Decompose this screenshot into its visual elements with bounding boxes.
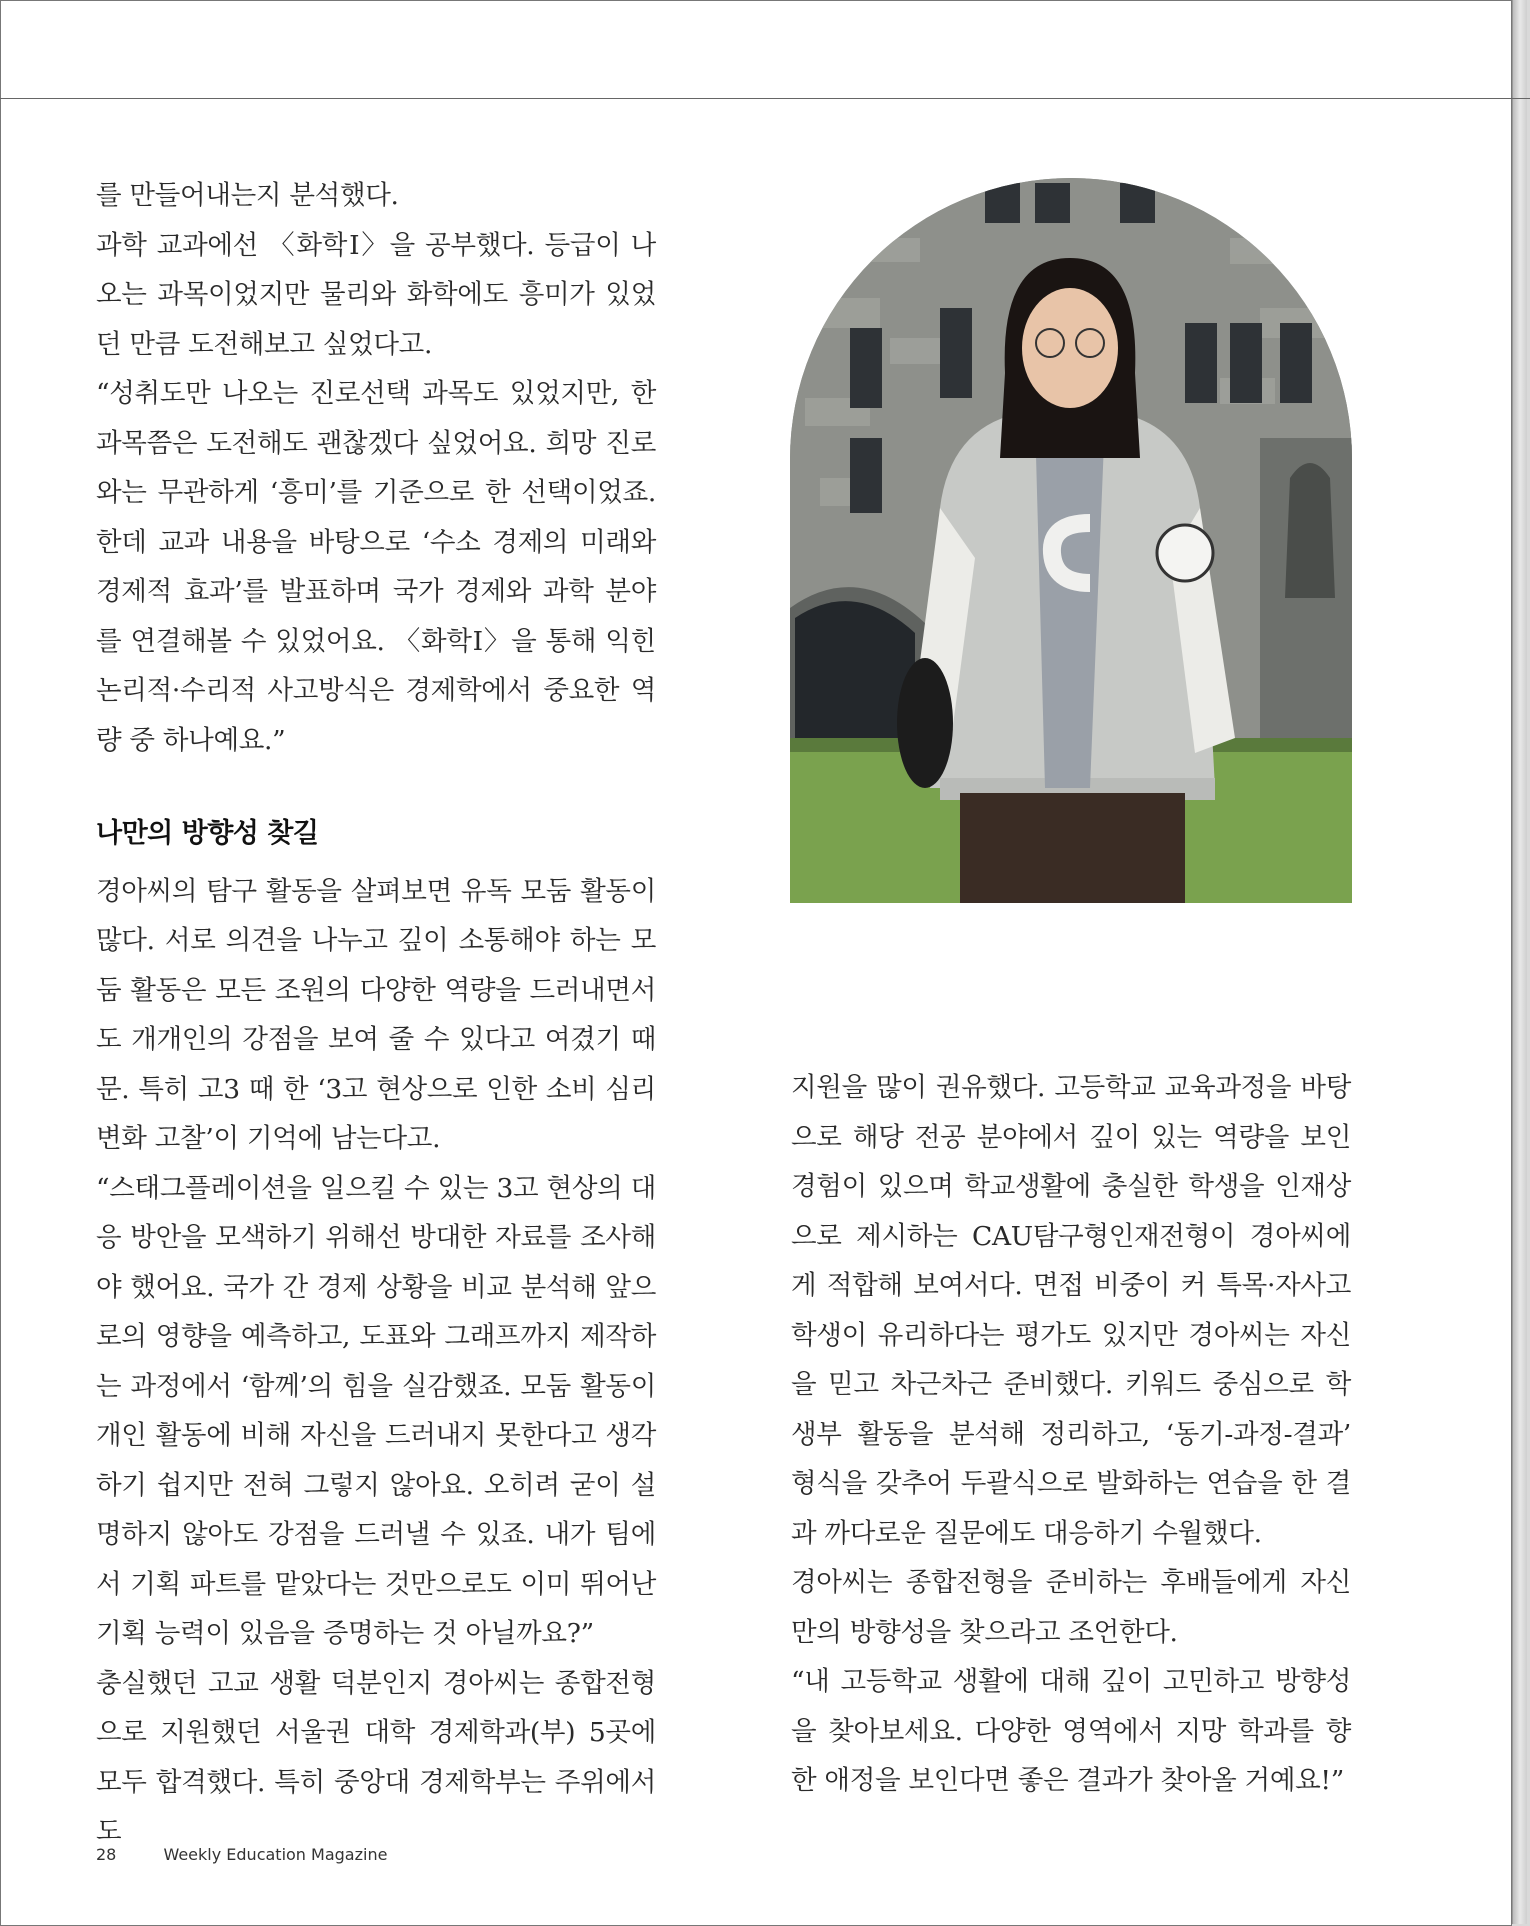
paragraph: “성취도만 나오는 진로선택 과목도 있었지만, 한 과목쯤은 도전해도 괜찮겠다 싶었어요. 희망 진로와는 무관하게 ‘흥미’를 기준으로 한 선택이었죠. 한데 교과 내용을 바탕으로 ‘수소 경제의 미래와 경제적 효과’를 발표하며 국가 경제와 과학 분야를 연결해볼 수 있었어요. 〈화학Ⅰ〉을 통해 익힌 논리적·수리적 사고방식은 경제학에서 중요한 역량 중 하나예요.” bbox=[96, 378, 656, 756]
paragraph: “내 고등학교 생활에 대해 깊이 고민하고 방향성을 찾아보세요. 다양한 영역에서 지망 학과를 향한 애정을 보인다면 좋은 결과가 찾아올 거예요!” bbox=[791, 1666, 1351, 1796]
paragraph: 경아씨의 탐구 활동을 살펴보면 유독 모둠 활동이 많다. 서로 의견을 나누고 깊이 소통해야 하는 모둠 활동은 모든 조원의 다양한 역량을 드러내면서도 개개인의 강점을 보여 줄 수 있다고 여겼기 때문. 특히 고3 때 한 ‘3고 현상으로 인한 소비 심리 변화 고찰’이 기억에 남는다고. bbox=[96, 875, 656, 1154]
paragraph: 지원을 많이 권유했다. 고등학교 교육과정을 바탕으로 해당 전공 분야에서 깊이 있는 역량을 보인 경험이 있으며 학교생활에 충실한 학생을 인재상으로 제시하는 CAU탐구형인재전형이 경아씨에게 적합해 보여서다. 면접 비중이 커 특목·자사고 학생이 유리하다는 평가도 있지만 경아씨는 자신을 믿고 차근차근 준비했다. 키워드 중심으로 학생부 활동을 분석해 정리하고, ‘동기-과정-결과’ 형식을 갖추어 두괄식으로 발화하는 연습을 한 결과 까다로운 질문에도 대응하기 수월했다. bbox=[791, 1072, 1351, 1549]
paragraph: 과학 교과에선 〈화학Ⅰ〉을 공부했다. 등급이 나오는 과목이었지만 물리와 화학에도 흥미가 있었던 만큼 도전해보고 싶었다고. bbox=[96, 229, 656, 360]
header-rule bbox=[0, 98, 1530, 99]
page-number: 28 bbox=[96, 1845, 117, 1864]
left-column bbox=[96, 171, 656, 1857]
right-column bbox=[791, 1063, 1351, 1806]
portrait-photo bbox=[790, 178, 1352, 903]
page-footer bbox=[96, 1845, 387, 1864]
page-edge bbox=[1512, 0, 1527, 1924]
section-subheading: 나만의 방향성 찾길 bbox=[96, 818, 319, 849]
paragraph: 경아씨는 종합전형을 준비하는 후배들에게 자신만의 방향성을 찾으라고 조언한다. bbox=[791, 1567, 1351, 1648]
paragraph: 를 만들어내는지 분석했다. bbox=[96, 180, 399, 211]
magazine-name: Weekly Education Magazine bbox=[163, 1845, 388, 1864]
paragraph: “스태그플레이션을 일으킬 수 있는 3고 현상의 대응 방안을 모색하기 위해선 방대한 자료를 조사해야 했어요. 국가 간 경제 상황을 비교 분석해 앞으로의 영향을 예측하고, 도표와 그래프까지 제작하는 과정에서 ‘함께’의 힘을 실감했죠. 모둠 활동이 개인 활동에 비해 자신을 드러내지 못한다고 생각하기 쉽지만 전혀 그렇지 않아요. 오히려 굳이 설명하지 않아도 강점을 드러낼 수 있죠. 내가 팀에서 기획 파트를 맡았다는 것만으로도 이미 뛰어난 기획 능력이 있음을 증명하는 것 아닐까요?” bbox=[96, 1172, 656, 1649]
paragraph: 충실했던 고교 생활 덕분인지 경아씨는 종합전형으로 지원했던 서울권 대학 경제학과(부) 5곳에 모두 합격했다. 특히 중앙대 경제학부는 주위에서도 bbox=[96, 1667, 656, 1847]
